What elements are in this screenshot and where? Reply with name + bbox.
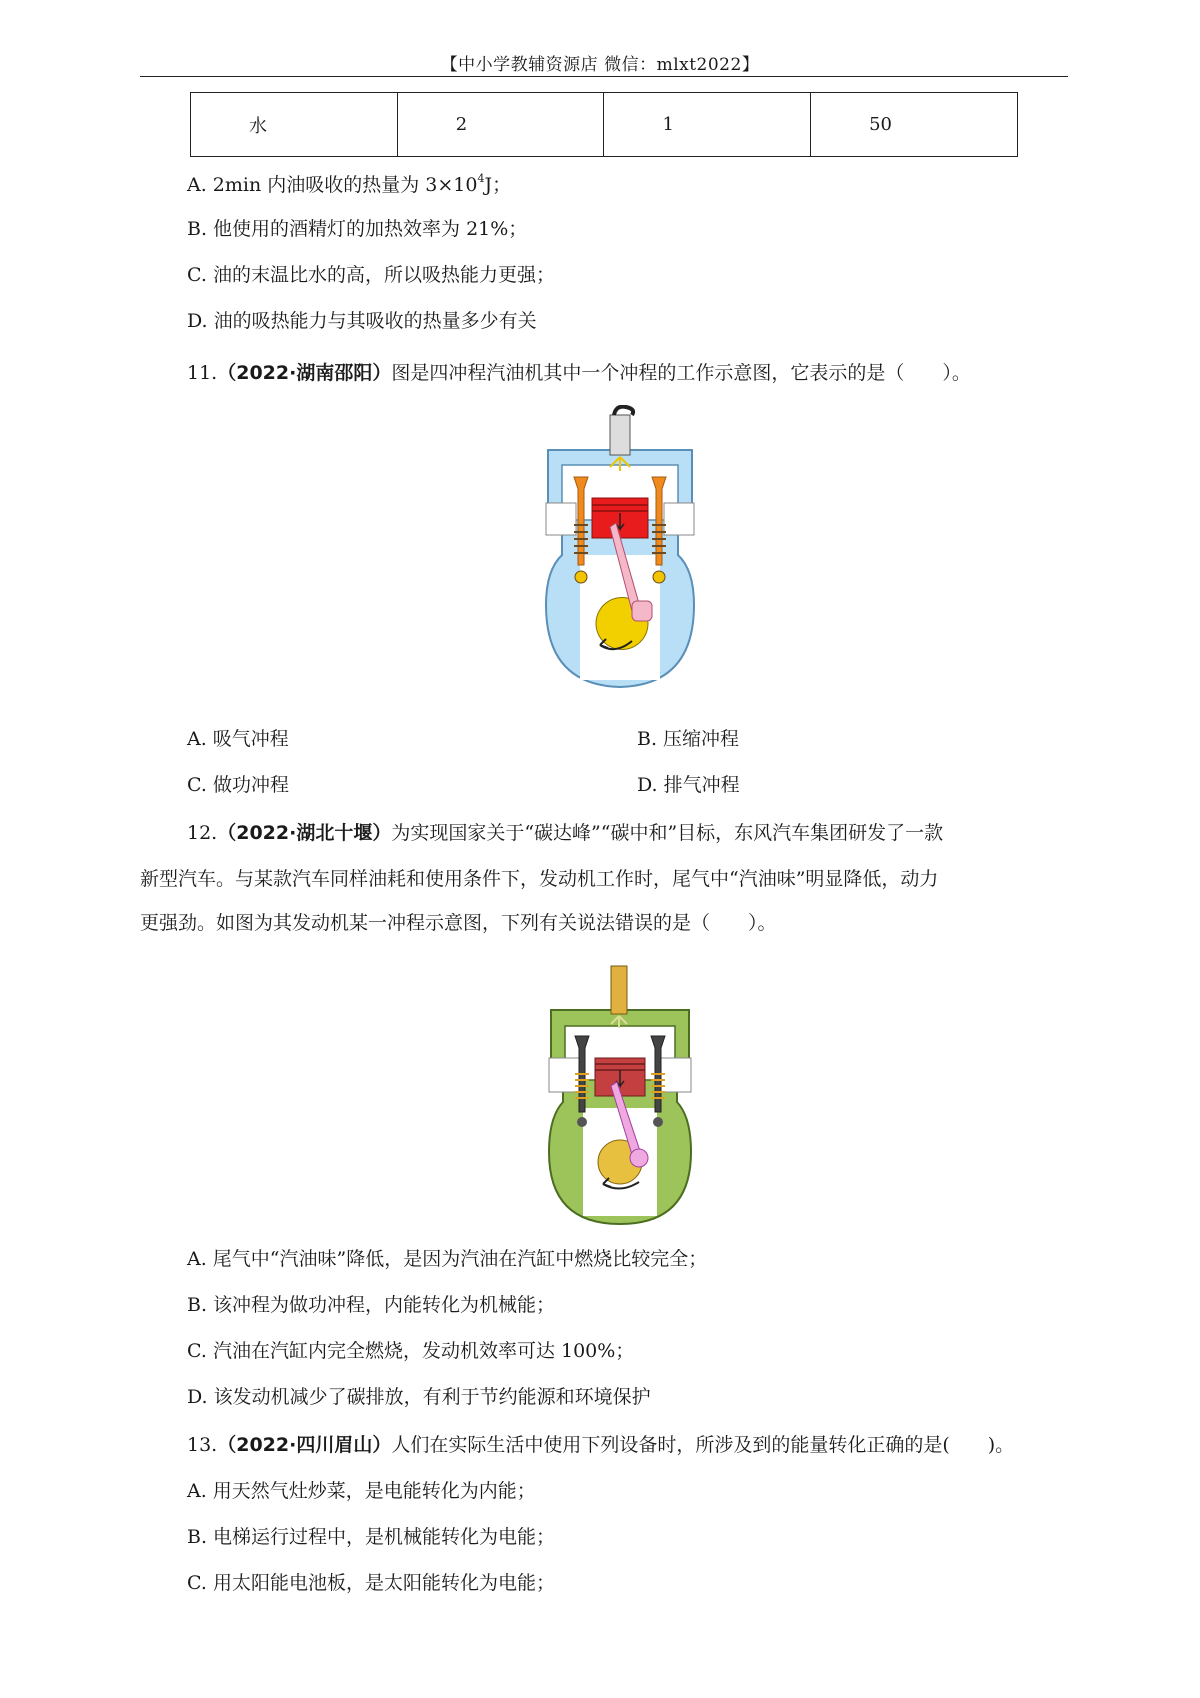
table-row: [191, 93, 1018, 157]
table-cell: 1: [604, 93, 811, 157]
q11-option-b: B. 压缩冲程: [637, 728, 740, 750]
header-divider: [140, 76, 1068, 77]
q12-option-a: A. 尾气中“汽油味”降低，是因为汽油在汽缸中燃烧比较完全；: [187, 1248, 708, 1270]
engine-diagram-2: [545, 962, 695, 1227]
data-table: [190, 92, 1018, 157]
table-cell: 50: [811, 93, 1018, 157]
table-cell: 水: [191, 93, 398, 157]
engine-diagram-1: [540, 405, 700, 690]
q10-option-c: C. 油的末温比水的高，所以吸热能力更强；: [187, 264, 555, 286]
q12-stem-line2: 新型汽车。与某款汽车同样油耗和使用条件下，发动机工作时，尾气中“汽油味”明显降低，动力: [140, 868, 939, 890]
q10-option-a: A. 2min 内油吸收的热量为 $3\times 10^4J$；: [187, 172, 512, 196]
q13-stem: 13.（2022·四川眉山）人们在实际生活中使用下列设备时，所涉及到的能量转化正确的是( )。: [187, 1434, 1015, 1456]
page-header: 【中小学教辅资源店 微信：mlxt2022】: [440, 55, 760, 75]
q12-stem-line3: 更强劲。如图为其发动机某一冲程示意图，下列有关说法错误的是（ ）。: [140, 912, 777, 934]
q11-option-d: D. 排气冲程: [637, 774, 740, 796]
table-cell: 2: [397, 93, 604, 157]
q11-stem: 11.（2022·湖南邵阳）图是四冲程汽油机其中一个冲程的工作示意图，它表示的是（ ）。: [187, 362, 971, 384]
q13-option-a: A. 用天然气灶炒菜，是电能转化为内能；: [187, 1480, 536, 1502]
q10-option-d: D. 油的吸热能力与其吸收的热量多少有关: [187, 310, 537, 332]
q13-option-b: B. 电梯运行过程中，是机械能转化为电能；: [187, 1526, 556, 1548]
q11-option-c: C. 做功冲程: [187, 774, 289, 796]
q13-option-c: C. 用太阳能电池板，是太阳能转化为电能；: [187, 1572, 555, 1594]
q11-option-a: A. 吸气冲程: [187, 728, 289, 750]
q12-option-b: B. 该冲程为做功冲程，内能转化为机械能；: [187, 1294, 556, 1316]
q12-stem-line1: 12.（2022·湖北十堰）为实现国家关于“碳达峰”“碳中和”目标，东风汽车集团研发了一款: [187, 822, 944, 844]
q12-option-d: D. 该发动机减少了碳排放，有利于节约能源和环境保护: [187, 1386, 651, 1408]
q10-option-b: B. 他使用的酒精灯的加热效率为 21%；: [187, 218, 528, 240]
q12-option-c: C. 汽油在汽缸内完全燃烧，发动机效率可达 100%；: [187, 1340, 635, 1362]
